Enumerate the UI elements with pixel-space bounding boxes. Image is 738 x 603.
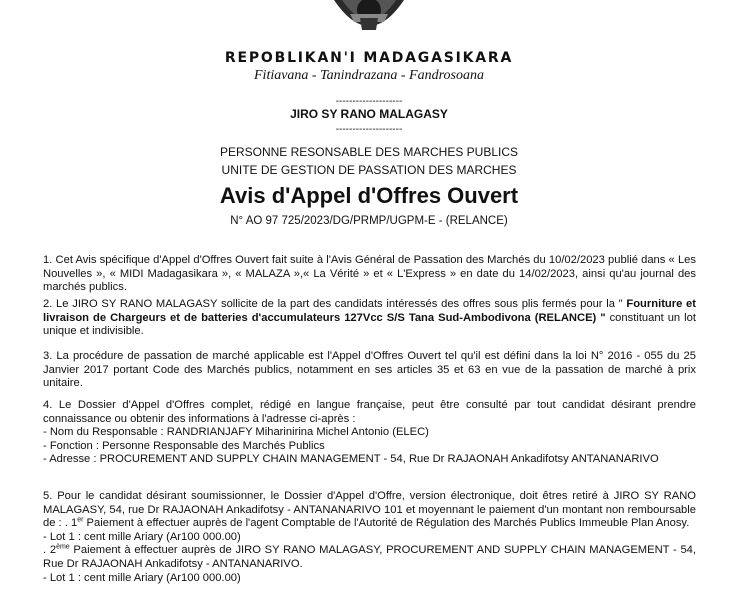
unit-line-1: PERSONNE RESONSABLE DES MARCHES PUBLICS [219,145,519,159]
paragraph-5 [43,490,696,585]
paragraph-1-text: 1. Cet Avis spécifique d'Appel d'Offres Ouvert fait suite à l'Avis Général de Passation des Marchés du 10/02/2023 publié dans « Les Nouvelles », « MIDI Madagasikara », « MALAZA »,« La Vérité » et « L'Express » en date du 14/02/2023, ainsi qu'au journal des marchés publics. [43,254,696,294]
company-name: JIRO SY RANO MALAGASY [290,107,448,121]
paragraph-5-text-a: 5. Pour le candidat désirant soumissionner, le Dossier d'Appel d'Offre, version électronique, doit êtres retiré à JIRO SY RANO MALAGASY, 54, rue Dr RAJAONAH Ankadifotsy - ANTANANARIVO 101 et moyennant le paiement d'un montant non remboursable de : . 1 [43,490,696,530]
paragraph-2-end: constituant un lot unique et indivisible. [43,311,696,338]
paragraph-2 [43,298,696,339]
lot-1-amount-second: - Lot 1 : cent mille Ariary (Ar100 000.00) [43,571,241,584]
separator-line: -------------------- [335,96,403,107]
responsible-name: - Nom du Responsable : RANDRIANJAFY Miharinirina Michel Antonio (ELEC) [43,426,429,439]
madagascar-emblem-icon [330,0,408,42]
unit-line-2: UNITE DE GESTION DE PASSATION DES MARCHES [221,163,517,177]
paragraph-3-text: 3. La procédure de passation de marché applicable est l'Appel d'Offres Ouvert tel qu'il est défini dans la loi N° 2016 - 055 du 25 Janvier 2017 portant Code des Marchés publics, notamment en ses articles 35 et 63 en vue de la passation de marché à prix unitaire. [43,350,696,390]
national-motto: Fitiavana - Tanindrazana - Fandrosoana [254,68,484,83]
paragraph-5-text-d: Paiement à effectuer auprès de JIRO SY RANO MALAGASY, PROCUREMENT AND SUPPLY CHAIN MANAGEMENT - 54, Rue Dr RAJAONAH Ankadifotsy - ANTANANARIVO. [43,544,696,570]
responsible-function: - Fonction : Personne Responsable des Marchés Publics [43,439,325,452]
superscript-eme: ème [56,543,70,551]
responsible-address: - Adresse : PROCUREMENT AND SUPPLY CHAIN MANAGEMENT - 54, Rue Dr RAJAONAH Ankadifotsy ANTANANARIVO [43,453,659,466]
lot-1-amount: - Lot 1 : cent mille Ariary (Ar100 000.00) [43,530,241,543]
reference-number: N° AO 97 725/2023/DG/PRMP/UGPM-E - (RELANCE) [230,215,508,227]
paragraph-5-text-c: . 2 [43,544,57,557]
paragraph-3 [43,350,696,391]
paragraph-1 [43,254,696,295]
republic-name: REPOBLIKAN'I MADAGASIKARA [224,50,514,66]
page-title: Avis d'Appel d'Offres Ouvert [219,183,519,208]
superscript-er: er [77,516,84,524]
paragraph-2-subject: Fourniture et livraison de Chargeurs et de batteries d'accumulateurs 127Vcc S/S Tana Sud-Ambodivona (RELANCE) " [43,298,696,324]
paragraph-2-intro: 2. Le JIRO SY RANO MALAGASY sollicite de la part des candidats intéressés des offres sous plis fermés pour la " [43,298,627,310]
paragraph-4 [43,399,696,467]
paragraph-4-text: 4. Le Dossier d'Appel d'Offres complet, rédigé en langue française, peut être consulté par tout candidat désirant prendre connaissance ou obtenir des informations à l'adresse ci-après : [43,399,696,425]
paragraph-5-text-b: Paiement à effectuer auprès de l'agent Comptable de l'Autorité de Régulation des Marchés Publics Immeuble Plan Anosy. [83,517,690,530]
separator-line: -------------------- [335,124,403,135]
